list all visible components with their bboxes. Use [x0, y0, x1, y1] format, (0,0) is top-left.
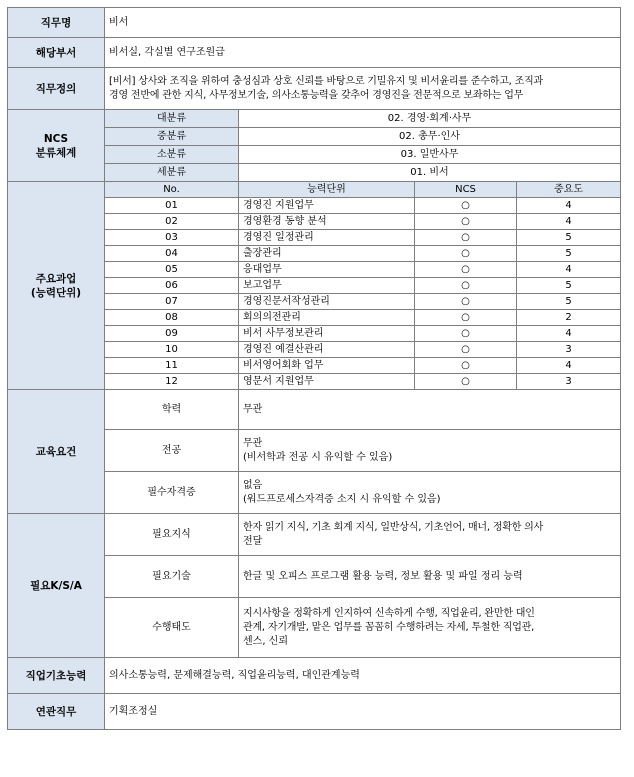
- ksa-row-label: 필요기술: [105, 556, 239, 598]
- ksa-value-line-1: 한자 읽기 지식, 기초 회계 지식, 일반상식, 기초언어, 매너, 정확한 의사: [243, 521, 544, 533]
- ksa-row-value: [239, 556, 621, 598]
- department-label: 해당부서: [8, 38, 105, 68]
- task-no: 12: [105, 374, 239, 390]
- task-unit: 경영진문서작성관리: [239, 294, 415, 310]
- task-no: 11: [105, 358, 239, 374]
- task-no: 02: [105, 214, 239, 230]
- tasks-header-ncs: NCS: [415, 182, 517, 198]
- task-ncs-mark: ○: [415, 310, 517, 326]
- task-no: 03: [105, 230, 239, 246]
- job-title-value: 비서: [105, 8, 621, 38]
- task-ncs-mark: ○: [415, 278, 517, 294]
- task-unit: 비서영어회화 업무: [239, 358, 415, 374]
- task-no: 10: [105, 342, 239, 358]
- task-no: 08: [105, 310, 239, 326]
- task-ncs-mark: ○: [415, 198, 517, 214]
- task-importance: 4: [517, 326, 621, 342]
- task-unit: 응대업무: [239, 262, 415, 278]
- ksa-value-line-1: 지시사항을 정확하게 인지하여 신속하게 수행, 직업윤리, 완만한 대인: [243, 607, 535, 619]
- task-unit: 보고업무: [239, 278, 415, 294]
- education-row-label: 학력: [105, 390, 239, 430]
- task-ncs-mark: ○: [415, 374, 517, 390]
- ncs-row-label: 소분류: [105, 146, 239, 164]
- task-ncs-mark: ○: [415, 294, 517, 310]
- ksa-row-value: [239, 514, 621, 556]
- task-unit: 경영환경 동향 분석: [239, 214, 415, 230]
- ncs-row-value: 02. 총무·인사: [239, 128, 621, 146]
- task-importance: 2: [517, 310, 621, 326]
- education-row-value: [239, 430, 621, 472]
- education-row-value: [239, 472, 621, 514]
- task-importance: 5: [517, 246, 621, 262]
- task-unit: 회의의전관리: [239, 310, 415, 326]
- row-definition: [8, 68, 621, 110]
- ncs-row-label: 대분류: [105, 110, 239, 128]
- ksa-value-line-3: 센스, 신뢰: [243, 635, 288, 647]
- education-row: [8, 390, 621, 430]
- definition-value: [105, 68, 621, 110]
- task-ncs-mark: ○: [415, 342, 517, 358]
- task-importance: 5: [517, 230, 621, 246]
- ncs-row-value: 02. 경영·회계·사무: [239, 110, 621, 128]
- ncs-label-line-1: NCS: [43, 132, 69, 145]
- ncs-row-label: 세분류: [105, 164, 239, 182]
- task-unit: 경영진 일정관리: [239, 230, 415, 246]
- ksa-label: 필요K/S/A: [8, 514, 105, 658]
- basic-ability-label: 직업기초능력: [8, 658, 105, 694]
- task-ncs-mark: ○: [415, 358, 517, 374]
- task-no: 07: [105, 294, 239, 310]
- ksa-value-line-2: 관계, 자기개발, 맡은 업무를 꼼꼼히 수행하려는 자세, 투철한 직업관,: [243, 621, 535, 633]
- tasks-label-line-1: 주요과업: [35, 272, 77, 285]
- row-department: [8, 38, 621, 68]
- task-importance: 4: [517, 198, 621, 214]
- task-no: 09: [105, 326, 239, 342]
- education-row-label: 필수자격증: [105, 472, 239, 514]
- education-row-value: [239, 390, 621, 430]
- ncs-label: [8, 110, 105, 182]
- job-description-table: [7, 7, 621, 730]
- row-basic-ability: [8, 658, 621, 694]
- task-importance: 4: [517, 214, 621, 230]
- task-importance: 5: [517, 278, 621, 294]
- task-ncs-mark: ○: [415, 326, 517, 342]
- tasks-label: [8, 182, 105, 390]
- task-no: 06: [105, 278, 239, 294]
- definition-label: 직무정의: [8, 68, 105, 110]
- related-jobs-label: 연관직무: [8, 694, 105, 730]
- task-unit: 경영진 지원업무: [239, 198, 415, 214]
- ncs-row-label: 중분류: [105, 128, 239, 146]
- task-unit: 출장관리: [239, 246, 415, 262]
- ksa-row-label: 수행태도: [105, 598, 239, 658]
- task-no: 04: [105, 246, 239, 262]
- task-ncs-mark: ○: [415, 262, 517, 278]
- task-importance: 4: [517, 262, 621, 278]
- ncs-row-value: 01. 비서: [239, 164, 621, 182]
- ncs-row-value: 03. 일반사무: [239, 146, 621, 164]
- tasks-header-importance: 중요도: [517, 182, 621, 198]
- definition-line-2: 경영 전반에 관한 지식, 사무정보기술, 의사소통능력을 갖추어 경영진을 전문적으로 보좌하는 업무: [109, 89, 524, 101]
- education-value-line-2: (워드프로세스자격증 소지 시 유익할 수 있음): [243, 493, 441, 505]
- tasks-header-unit: 능력단위: [239, 182, 415, 198]
- job-title-label: 직무명: [8, 8, 105, 38]
- education-label: 교육요건: [8, 390, 105, 514]
- ncs-label-line-2: 분류체계: [35, 146, 77, 159]
- task-no: 05: [105, 262, 239, 278]
- task-importance: 5: [517, 294, 621, 310]
- task-no: 01: [105, 198, 239, 214]
- task-importance: 3: [517, 342, 621, 358]
- related-jobs-value: 기획조정실: [105, 694, 621, 730]
- task-unit: 경영진 예결산관리: [239, 342, 415, 358]
- tasks-header-no: No.: [105, 182, 239, 198]
- ksa-value-line-1: 한글 및 오피스 프로그램 활용 능력, 정보 활용 및 파일 정리 능력: [243, 570, 523, 582]
- ksa-row: [8, 514, 621, 556]
- task-unit: 비서 사무정보관리: [239, 326, 415, 342]
- education-value-line-2: (비서학과 전공 시 유익할 수 있음): [243, 451, 393, 463]
- ncs-row: [8, 110, 621, 128]
- task-importance: 4: [517, 358, 621, 374]
- tasks-label-line-2: (능력단위): [30, 286, 82, 299]
- education-row-label: 전공: [105, 430, 239, 472]
- task-ncs-mark: ○: [415, 246, 517, 262]
- basic-ability-value: 의사소통능력, 문제해결능력, 직업윤리능력, 대인관계능력: [105, 658, 621, 694]
- row-related-jobs: [8, 694, 621, 730]
- task-ncs-mark: ○: [415, 230, 517, 246]
- ksa-value-line-2: 전달: [243, 535, 263, 547]
- definition-line-1: [비서] 상사와 조직을 위하여 충성심과 상호 신뢰를 바탕으로 기밀유지 및 비서윤리를 준수하고, 조직과: [109, 75, 543, 87]
- task-unit: 영문서 지원업무: [239, 374, 415, 390]
- education-value-line-1: 없음: [243, 479, 263, 491]
- task-importance: 3: [517, 374, 621, 390]
- task-ncs-mark: ○: [415, 214, 517, 230]
- education-value-line-1: 무관: [243, 437, 263, 449]
- education-value-line-1: 무관: [243, 403, 263, 415]
- ksa-row-label: 필요지식: [105, 514, 239, 556]
- ksa-row-value: [239, 598, 621, 658]
- row-job-title: [8, 8, 621, 38]
- tasks-header-row: [8, 182, 621, 198]
- department-value: 비서실, 각실별 연구조원급: [105, 38, 621, 68]
- job-description-document: [7, 7, 620, 730]
